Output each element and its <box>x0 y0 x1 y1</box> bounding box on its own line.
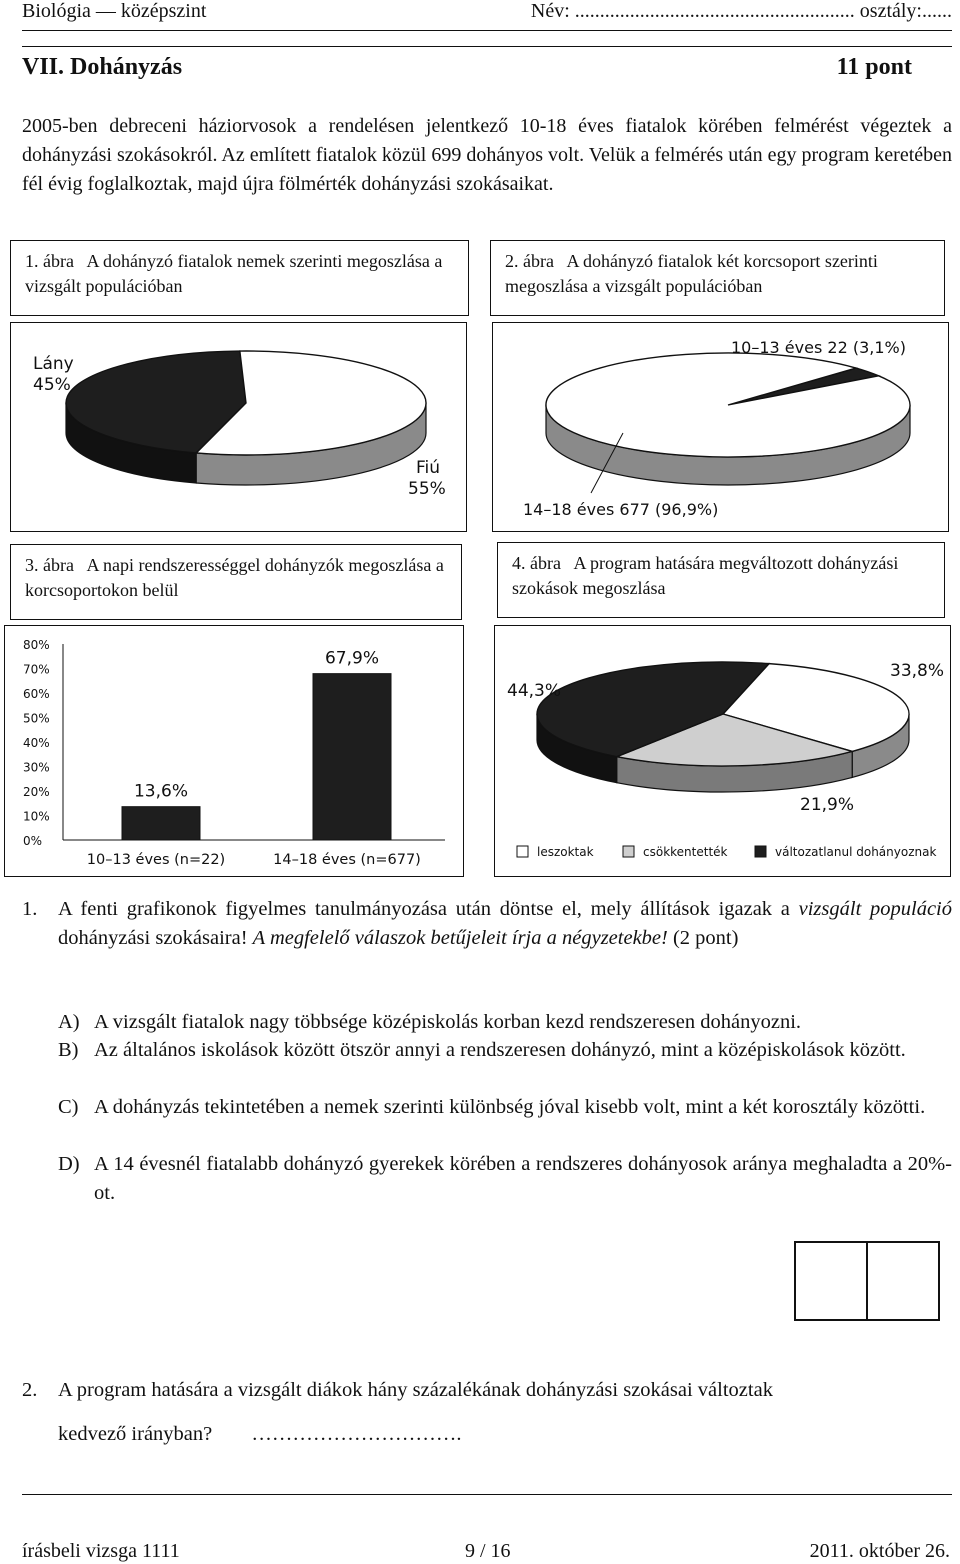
figure2-pie-svg <box>493 323 949 532</box>
fig2-label-young: 10–13 éves 22 (3,1%) <box>731 338 906 357</box>
question1-number: 1. <box>22 898 38 920</box>
fig2-pie-slice-1 <box>546 353 910 457</box>
answer-box-2[interactable] <box>866 1241 940 1321</box>
figure3-title: A napi rendszerességgel dohányzók megoszlása a korcsoportokon belül <box>25 555 444 600</box>
fig3-value-0: 13,6% <box>133 781 189 802</box>
figure2-chart <box>492 322 949 532</box>
fig1-label-lany: Lány <box>33 354 74 374</box>
section-title: VII. Dohányzás <box>22 54 183 80</box>
fig4-legend-swatch-1 <box>623 846 634 857</box>
question1-points: (2 pont) <box>667 927 739 949</box>
question2-text: A program hatására a vizsgált diákok hány százalékának dohányzási szokásai változtak <box>58 1379 773 1401</box>
fig3-ytick-5: 50% <box>23 711 50 726</box>
fig1-label-fiu: Fiú <box>416 458 441 478</box>
fig3-ytick-1: 10% <box>23 809 50 824</box>
figure4-pie-svg <box>495 626 951 877</box>
page-header <box>22 0 952 30</box>
fig3-category-1: 14–18 éves (n=677) <box>273 852 421 868</box>
option-d-text: A 14 évesnél fiatalabb dohányzó gyerekek körében a rendszeres dohányosok aránya meghaladta a 20%-ot. <box>94 1153 952 1204</box>
fig4-legend-label-0: leszoktak <box>537 845 594 859</box>
header-divider <box>22 30 952 31</box>
fig2-label-old: 14–18 éves 677 (96,9%) <box>523 500 719 519</box>
footer-page-number: 9 / 16 <box>465 1540 511 1562</box>
figure4-chart <box>494 625 951 877</box>
option-d-letter: D) <box>58 1153 80 1175</box>
question1-text-c: dohányzási szokásaira! <box>58 927 253 949</box>
question2-text-2: kedvező irányban? <box>58 1423 213 1445</box>
fig3-ytick-2: 20% <box>23 785 50 799</box>
fig4-legend-swatch-0 <box>517 846 528 857</box>
intro-paragraph: 2005-ben debreceni háziorvosok a rendelésen jelentkező 10-18 éves fiatalok körében felmérést végeztek a dohányzási szokásokról. Az említett fiatalok közül 699 dohányos volt. Velük a felmérés után egy program keretében fél évig foglalkoztak, majd újra fölmérték dohányzási szokásaikat. <box>22 115 952 195</box>
figure1-caption <box>10 240 469 316</box>
figure1-pie-svg <box>11 323 467 532</box>
fig3-value-1: 67,9% <box>324 648 380 669</box>
question1-text-b: vizsgált populáció <box>798 898 952 920</box>
fig3-ytick-3: 30% <box>23 760 50 775</box>
fig4-value-2: 44,3% <box>507 681 562 701</box>
fig3-bar-0 <box>122 807 200 840</box>
fig3-ytick-8: 80% <box>23 638 50 652</box>
fig3-ytick-6: 60% <box>23 687 50 701</box>
section-points: 11 pont <box>836 54 912 80</box>
figure3-bar-svg <box>5 626 464 877</box>
figure1-title: A dohányzó fiatalok nemek szerinti megoszlása a vizsgált populációban <box>25 251 443 296</box>
question2-number: 2. <box>22 1379 38 1401</box>
section-divider <box>22 46 952 47</box>
fig3-bar-1 <box>313 674 391 840</box>
figure2-caption <box>490 240 945 316</box>
option-d <box>58 1150 952 1207</box>
fig4-value-1: 21,9% <box>800 795 855 815</box>
question1-text-a: A fenti grafikonok figyelmes tanulmányozása után döntse el, mely állítások igazak a <box>58 898 799 920</box>
question1 <box>22 895 952 953</box>
fig3-ytick-4: 40% <box>23 736 50 750</box>
fig4-value-0: 33,8% <box>890 661 945 681</box>
figure3-chart <box>4 625 464 877</box>
question1-text <box>58 895 952 953</box>
option-b-letter: B) <box>58 1039 79 1061</box>
option-a-text: A vizsgált fiatalok nagy többsége középiskolás korban kezd rendszeresen dohányozni. <box>94 1011 802 1033</box>
option-a-letter: A) <box>58 1011 80 1033</box>
figure2-number: 2. ábra <box>505 251 554 271</box>
footer-date: 2011. október 26. <box>809 1540 950 1562</box>
option-b <box>58 1036 952 1065</box>
fig3-ytick-0: 0% <box>23 834 43 848</box>
option-c <box>58 1093 952 1122</box>
answer-box-1[interactable] <box>794 1241 868 1321</box>
fig3-ytick-7: 70% <box>23 662 50 677</box>
footer-divider <box>22 1494 952 1495</box>
fig4-legend-label-2: változatlanul dohányoznak <box>775 845 937 859</box>
option-a <box>58 1008 952 1037</box>
figure4-number: 4. ábra <box>512 553 561 573</box>
fig4-legend-swatch-2 <box>755 846 766 857</box>
option-c-text: A dohányzás tekintetében a nemek szerinti különbség jóval kisebb volt, mint a két korosztály közötti. <box>94 1096 926 1118</box>
figure3-caption <box>10 544 462 620</box>
figure1-chart <box>10 322 467 532</box>
option-b-text: Az általános iskolások között ötször annyi a rendszeresen dohányzó, mint a középiskolások között. <box>94 1039 906 1061</box>
answer-blank[interactable]: …………………………. <box>251 1423 462 1445</box>
name-class-field: Név: ........................................................ osztály:...... <box>530 0 952 22</box>
footer-exam-code: írásbeli vizsga 1111 <box>22 1540 180 1562</box>
fig3-category-0: 10–13 éves (n=22) <box>86 852 226 868</box>
figure3-number: 3. ábra <box>25 555 74 575</box>
option-c-letter: C) <box>58 1096 79 1118</box>
figure2-title: A dohányzó fiatalok két korcsoport szerinti megoszlása a vizsgált populációban <box>505 251 878 296</box>
question2 <box>22 1376 952 1405</box>
figure4-caption <box>497 542 945 618</box>
figure4-title: A program hatására megváltozott dohányzási szokások megoszlása <box>512 553 899 598</box>
fig1-value-lany: 45% <box>33 375 71 395</box>
question2-line2 <box>58 1420 462 1449</box>
subject-label: Biológia — középszint <box>22 0 207 22</box>
fig4-legend-label-1: csökkentették <box>643 845 728 859</box>
fig1-value-fiu: 55% <box>408 479 446 499</box>
figure1-number: 1. ábra <box>25 251 74 271</box>
question1-instruction: A megfelelő válaszok betűjeleit írja a négyzetekbe! <box>252 927 668 949</box>
